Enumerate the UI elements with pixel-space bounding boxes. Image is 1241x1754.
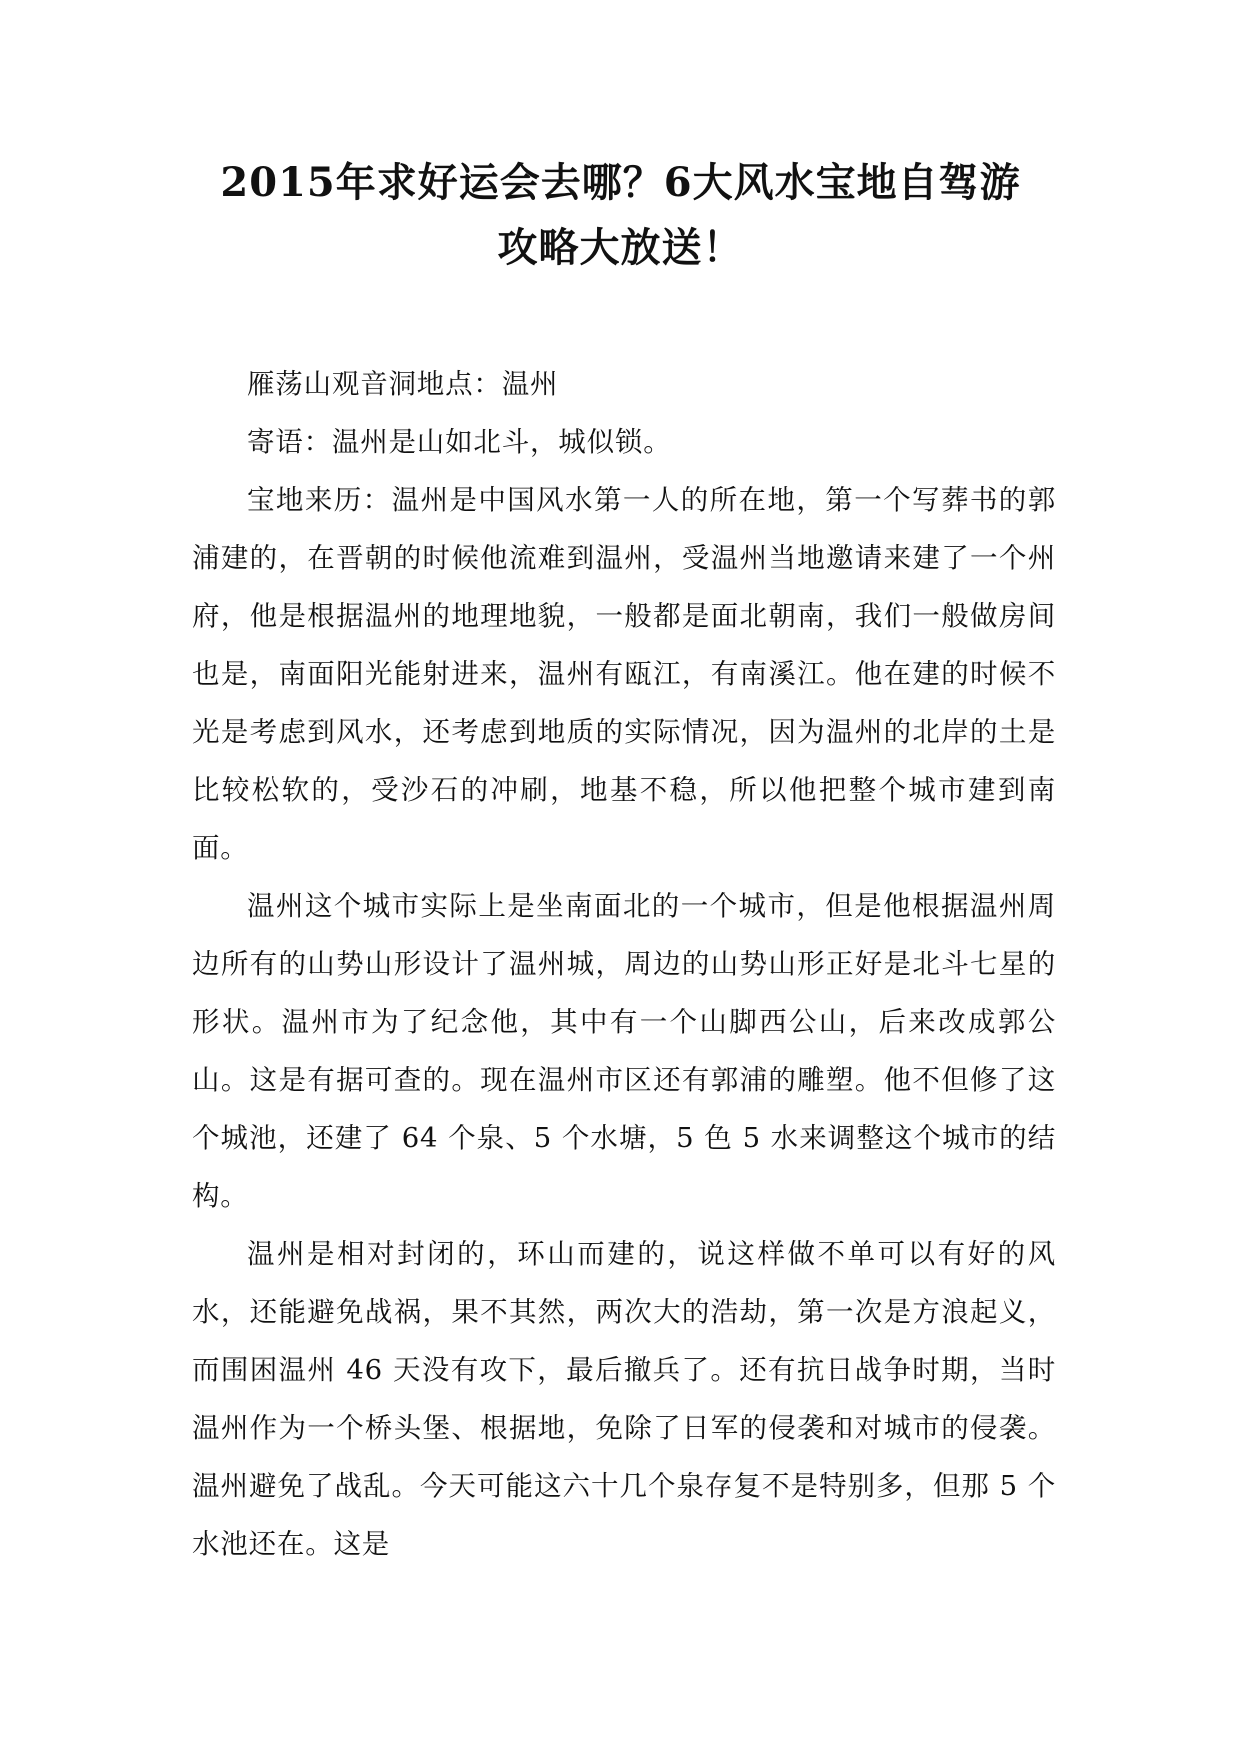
paragraph-origin: 宝地来历：温州是中国风水第一人的所在地，第一个写葬书的郭浦建的，在晋朝的时候他流难到温州，受温州当地邀请来建了一个州府，他是根据温州的地理地貌，一般都是面北朝南，我们一般做房间也是，南面阳光能射进来，温州有瓯江，有南溪江。他在建的时候不光是考虑到风水，还考虑到地质的实际情况，因为温州的北岸的土是比较松软的，受沙石的冲刷，地基不稳，所以他把整个城市建到南面。	[192, 484, 1056, 864]
paragraph-city-layout: 温州这个城市实际上是坐南面北的一个城市，但是他根据温州周边所有的山势山形设计了温州城，周边的山势山形正好是北斗七星的形状。温州市为了纪念他，其中有一个山脚西公山，后来改成郭公山。这是有据可查的。现在温州市区还有郭浦的雕塑。他不但修了这个城池，还建了 64 个泉、5 个水塘，5 色 5 水来调整这个城市的结构。	[192, 890, 1056, 1212]
paragraph-history: 温州是相对封闭的，环山而建的，说这样做不单可以有好的风水，还能避免战祸，果不其然，两次大的浩劫，第一次是方浪起义，而围困温州 46 天没有攻下，最后撤兵了。还有抗日战争时期，当时温州作为一个桥头堡、根据地，免除了日军的侵袭和对城市的侵袭。温州避免了战乱。今天可能这六十几个泉存复不是特别多，但那 5 个水池还在。这是	[192, 1238, 1056, 1560]
title-line-1: 2015年求好运会去哪？6大风水宝地自驾游	[220, 159, 1021, 206]
document-body	[192, 355, 1056, 1573]
location-line: 雁荡山观音洞地点：温州	[247, 368, 559, 400]
message-line: 寄语：温州是山如北斗，城似锁。	[247, 426, 672, 458]
title-line-2: 攻略大放送！	[497, 224, 744, 271]
document-title	[160, 150, 1081, 280]
